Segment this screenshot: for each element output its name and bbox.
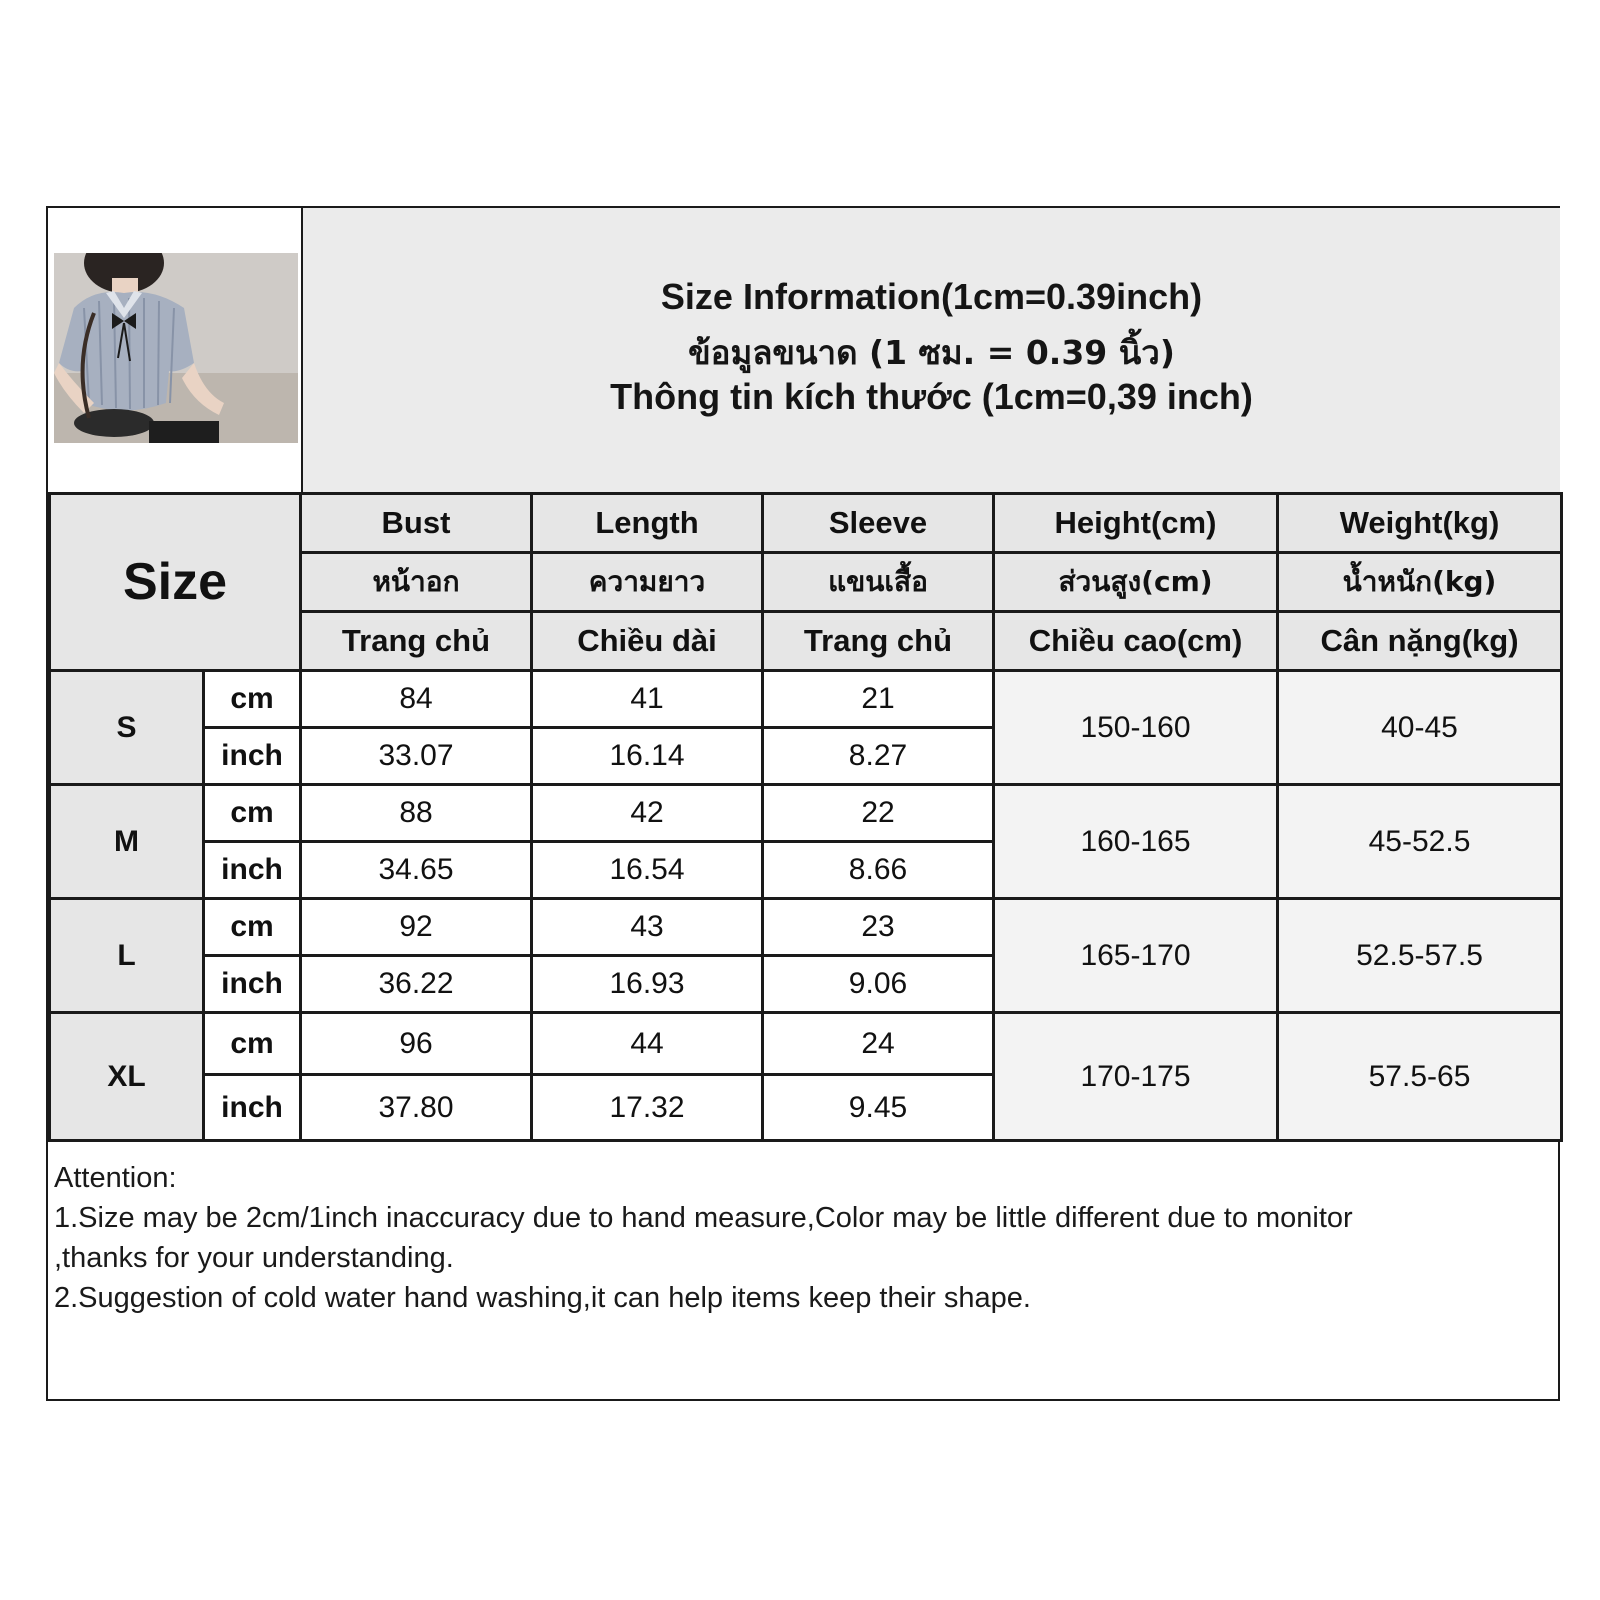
weight-range: 52.5-57.5	[1278, 899, 1562, 1013]
unit-label-cm: cm	[204, 1013, 301, 1075]
notes-line-2: ,thanks for your understanding.	[54, 1242, 454, 1274]
table-row	[50, 671, 1562, 728]
bust-cm: 88	[301, 785, 532, 842]
size-chart-sheet	[46, 206, 1560, 1401]
bust-inch: 33.07	[301, 728, 532, 785]
unit-label-inch: inch	[204, 1075, 301, 1141]
col-header-weight-th: น้ำหนัก(kg)	[1278, 553, 1562, 612]
size-info-header	[301, 208, 1560, 492]
length-inch: 16.14	[532, 728, 763, 785]
sleeve-inch: 8.27	[763, 728, 994, 785]
unit-label-cm: cm	[204, 671, 301, 728]
sleeve-inch: 9.06	[763, 956, 994, 1013]
product-photo	[54, 253, 298, 443]
size-label-xl: XL	[50, 1013, 204, 1141]
table-row	[50, 1013, 1562, 1075]
col-header-height-en: Height(cm)	[994, 494, 1278, 553]
weight-range: 57.5-65	[1278, 1013, 1562, 1141]
col-header-bust-vi: Trang chủ	[301, 612, 532, 671]
col-header-weight-vi: Cân nặng(kg)	[1278, 612, 1562, 671]
notes-line-1: 1.Size may be 2cm/1inch inaccuracy due to hand measure,Color may be little different due to monitor	[54, 1202, 1353, 1234]
size-label-m: M	[50, 785, 204, 899]
unit-label-inch: inch	[204, 956, 301, 1013]
attention-notes	[54, 1158, 1554, 1318]
height-range: 160-165	[994, 785, 1278, 899]
length-cm: 44	[532, 1013, 763, 1075]
unit-label-inch: inch	[204, 728, 301, 785]
sleeve-cm: 24	[763, 1013, 994, 1075]
bust-cm: 92	[301, 899, 532, 956]
bust-inch: 36.22	[301, 956, 532, 1013]
bust-inch: 34.65	[301, 842, 532, 899]
col-header-weight-en: Weight(kg)	[1278, 494, 1562, 553]
length-inch: 16.93	[532, 956, 763, 1013]
weight-range: 40-45	[1278, 671, 1562, 785]
size-table	[48, 492, 1563, 1142]
title-vietnamese: Thông tin kích thước (1cm=0,39 inch)	[610, 376, 1253, 417]
col-header-height-th: ส่วนสูง(cm)	[994, 553, 1278, 612]
col-header-sleeve-en: Sleeve	[763, 494, 994, 553]
size-label-l: L	[50, 899, 204, 1013]
table-row	[50, 899, 1562, 956]
length-inch: 16.54	[532, 842, 763, 899]
height-range: 165-170	[994, 899, 1278, 1013]
sleeve-cm: 23	[763, 899, 994, 956]
sleeve-cm: 22	[763, 785, 994, 842]
length-inch: 17.32	[532, 1075, 763, 1141]
height-range: 170-175	[994, 1013, 1278, 1141]
col-header-length-en: Length	[532, 494, 763, 553]
col-header-height-vi: Chiều cao(cm)	[994, 612, 1278, 671]
length-cm: 41	[532, 671, 763, 728]
sleeve-inch: 9.45	[763, 1075, 994, 1141]
product-photo-image	[54, 253, 298, 443]
title-thai: ข้อมูลขนาด (1 ซม. = 0.39 นิ้ว)	[688, 333, 1175, 372]
length-cm: 42	[532, 785, 763, 842]
unit-label-inch: inch	[204, 842, 301, 899]
col-header-bust-th: หน้าอก	[301, 553, 532, 612]
sleeve-inch: 8.66	[763, 842, 994, 899]
col-header-length-vi: Chiều dài	[532, 612, 763, 671]
title-english: Size Information(1cm=0.39inch)	[660, 276, 1203, 317]
notes-line-3: 2.Suggestion of cold water hand washing,it can help items keep their shape.	[54, 1282, 1031, 1314]
bust-inch: 37.80	[301, 1075, 532, 1141]
weight-range: 45-52.5	[1278, 785, 1562, 899]
col-header-length-th: ความยาว	[532, 553, 763, 612]
bust-cm: 84	[301, 671, 532, 728]
header-row-english	[50, 494, 1562, 553]
height-range: 150-160	[994, 671, 1278, 785]
unit-label-cm: cm	[204, 785, 301, 842]
size-label-s: S	[50, 671, 204, 785]
table-row	[50, 785, 1562, 842]
sleeve-cm: 21	[763, 671, 994, 728]
bust-cm: 96	[301, 1013, 532, 1075]
col-header-sleeve-vi: Trang chủ	[763, 612, 994, 671]
notes-heading: Attention:	[54, 1162, 177, 1194]
col-header-bust-en: Bust	[301, 494, 532, 553]
length-cm: 43	[532, 899, 763, 956]
size-column-header: Size	[50, 494, 301, 671]
unit-label-cm: cm	[204, 899, 301, 956]
col-header-sleeve-th: แขนเสื้อ	[763, 553, 994, 612]
